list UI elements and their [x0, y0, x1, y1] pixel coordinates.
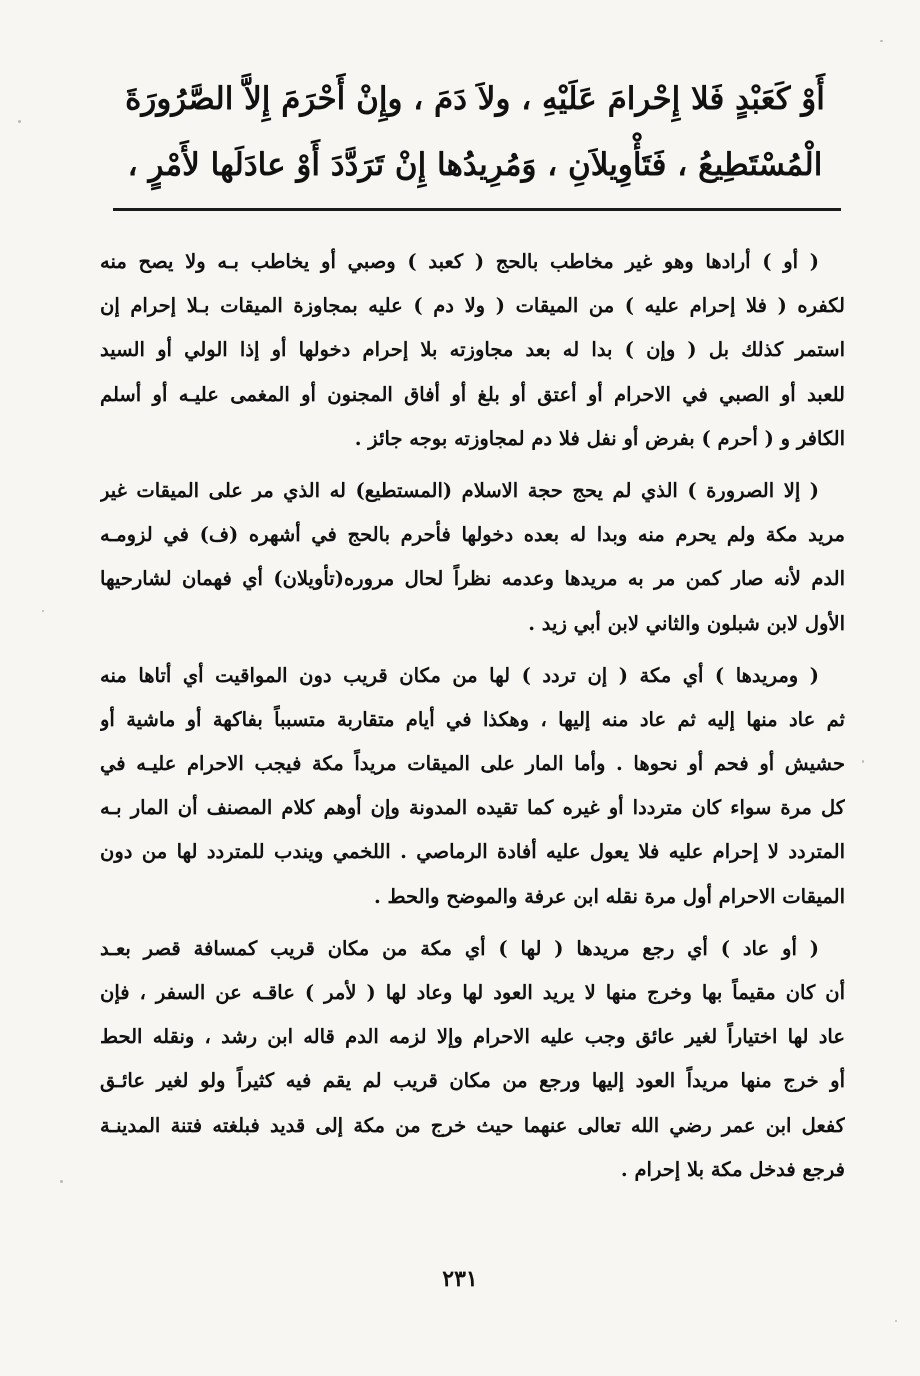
commentary-line: كفعل ابن عمر رضي الله تعالى عنهما حيث خرج من مكة إلى قديد فبلغته فتنة المدينـة: [100, 1113, 845, 1137]
scan-speck: [895, 1320, 897, 1322]
commentary-line: فرجع فدخل مكة بلا إحرام .: [620, 1157, 845, 1181]
commentary-line: الكافر و ( أحرم ) بفرض أو نفل فلا دم لمجاوزته بوجه جائز .: [354, 426, 845, 450]
commentary-line: ( ومريدها ) أي مكة ( إن تردد ) لها من مكان قريب دون المواقيت أي أتاها منه: [100, 663, 819, 687]
commentary-paragraph: [100, 469, 845, 646]
scan-speck: [880, 40, 883, 42]
scan-speck: [42, 610, 44, 612]
commentary-paragraph: [100, 654, 845, 919]
matn-block: [105, 66, 845, 198]
scan-speck: [60, 1180, 63, 1183]
commentary-paragraph: [100, 927, 845, 1192]
commentary-line: كل مرة سواء كان مترددا أو غيره كما تقيده المدونة وإن أوهم كلام المصنف أن المار بـه: [100, 796, 845, 820]
separator-rule: [113, 208, 841, 211]
page-number: ٢٣١: [442, 1266, 478, 1292]
commentary-line: أو خرج منها مريداً العود إليها ورجع من مكان قريب لم يقم فيه كثيراً ولو لغير عائـق: [100, 1069, 845, 1093]
commentary-line: الدم لأنه صار كمن مر به مريدها وعدمه نظراً لحال مروره(تأويلان) أي فهمان لشارحيها: [100, 567, 845, 591]
commentary-line: أن كان مقيماً بها وخرج منها لا يريد العود لها وعاد لها ( لأمر ) عاقـه عن السفر ، فإن: [100, 981, 845, 1004]
commentary-line: الأول لابن شبلون والثاني لابن أبي زيد .: [528, 611, 845, 635]
commentary-line: لكفره ( فلا إحرام عليه ) من الميقات ( ولا دم ) عليه بمجاوزة الميقات بـلا إحرام إن: [100, 294, 845, 318]
matn-line: أَوْ كَعَبْدٍ فَلا إِحْرامَ عَلَيْهِ ، ولاَ دَمَ ، وإِنْ أَحْرَمَ إِلاَّ الصَّرُورَةَ: [125, 81, 825, 117]
commentary-line: استمر كذلك بل ( وإن ) بدا له بعد مجاوزته بلا إحرام دخولها أو إذا الولي أو السيد: [100, 338, 845, 362]
commentary-paragraph: [100, 240, 845, 461]
commentary-line: مريد مكة ولم يحرم منه وبدا له بعده دخولها فأحرم بالحج في أشهره (ف) في لزومـه: [100, 523, 845, 547]
commentary-line: حشيش أو فحم أو نحوها . وأما المار على الميقات مريداً مكة فيجب الاحرام عليـه في: [100, 752, 845, 776]
commentary-line: ثم عاد منها إليه ثم عاد منه إليها ، وهكذا في أيام متقاربة متسبباً بفاكهة أو ماشية أو: [100, 707, 845, 731]
commentary-line: ( إلا الصرورة ) الذي لم يحج حجة الاسلام (المستطيع) له الذي مر على الميقات غير: [100, 478, 819, 502]
commentary-line: عاد لها اختياراً لغير عائق وجب عليه الاحرام وإلا لزمه الدم قاله ابن رشد ، ونقله الحط: [100, 1025, 845, 1049]
commentary-line: الميقات الاحرام أول مرة نقله ابن عرفة والموضح والحط .: [373, 884, 845, 908]
commentary-block: [100, 240, 845, 1200]
commentary-line: للعبد أو الصبي في الاحرام أو أعتق أو بلغ أو أفاق المجنون أو المغمى عليـه أو أسلم: [100, 382, 845, 406]
commentary-line: المتردد لا إحرام عليه فلا يعول عليه أفادة الرماصي . اللخمي ويندب للمتردد لها من دون: [100, 840, 845, 864]
scan-speck: [18, 120, 21, 123]
matn-line: الْمُسْتَطِيعُ ، فَتَأْوِيلاَنِ ، وَمُرِيدُها إِنْ تَرَدَّدَ أَوْ عادَلَها لأَمْرٍ ،: [127, 147, 823, 183]
commentary-line: ( أو ) أرادها وهو غير مخاطب بالحج ( كعبد ) وصبي أو يخاطب بـه ولا يصح منه: [100, 250, 819, 273]
commentary-line: ( أو عاد ) أي رجع مريدها ( لها ) أي مكة من مكان قريب كمسافة قصر بعـد: [100, 936, 819, 960]
scan-speck: [862, 760, 864, 763]
